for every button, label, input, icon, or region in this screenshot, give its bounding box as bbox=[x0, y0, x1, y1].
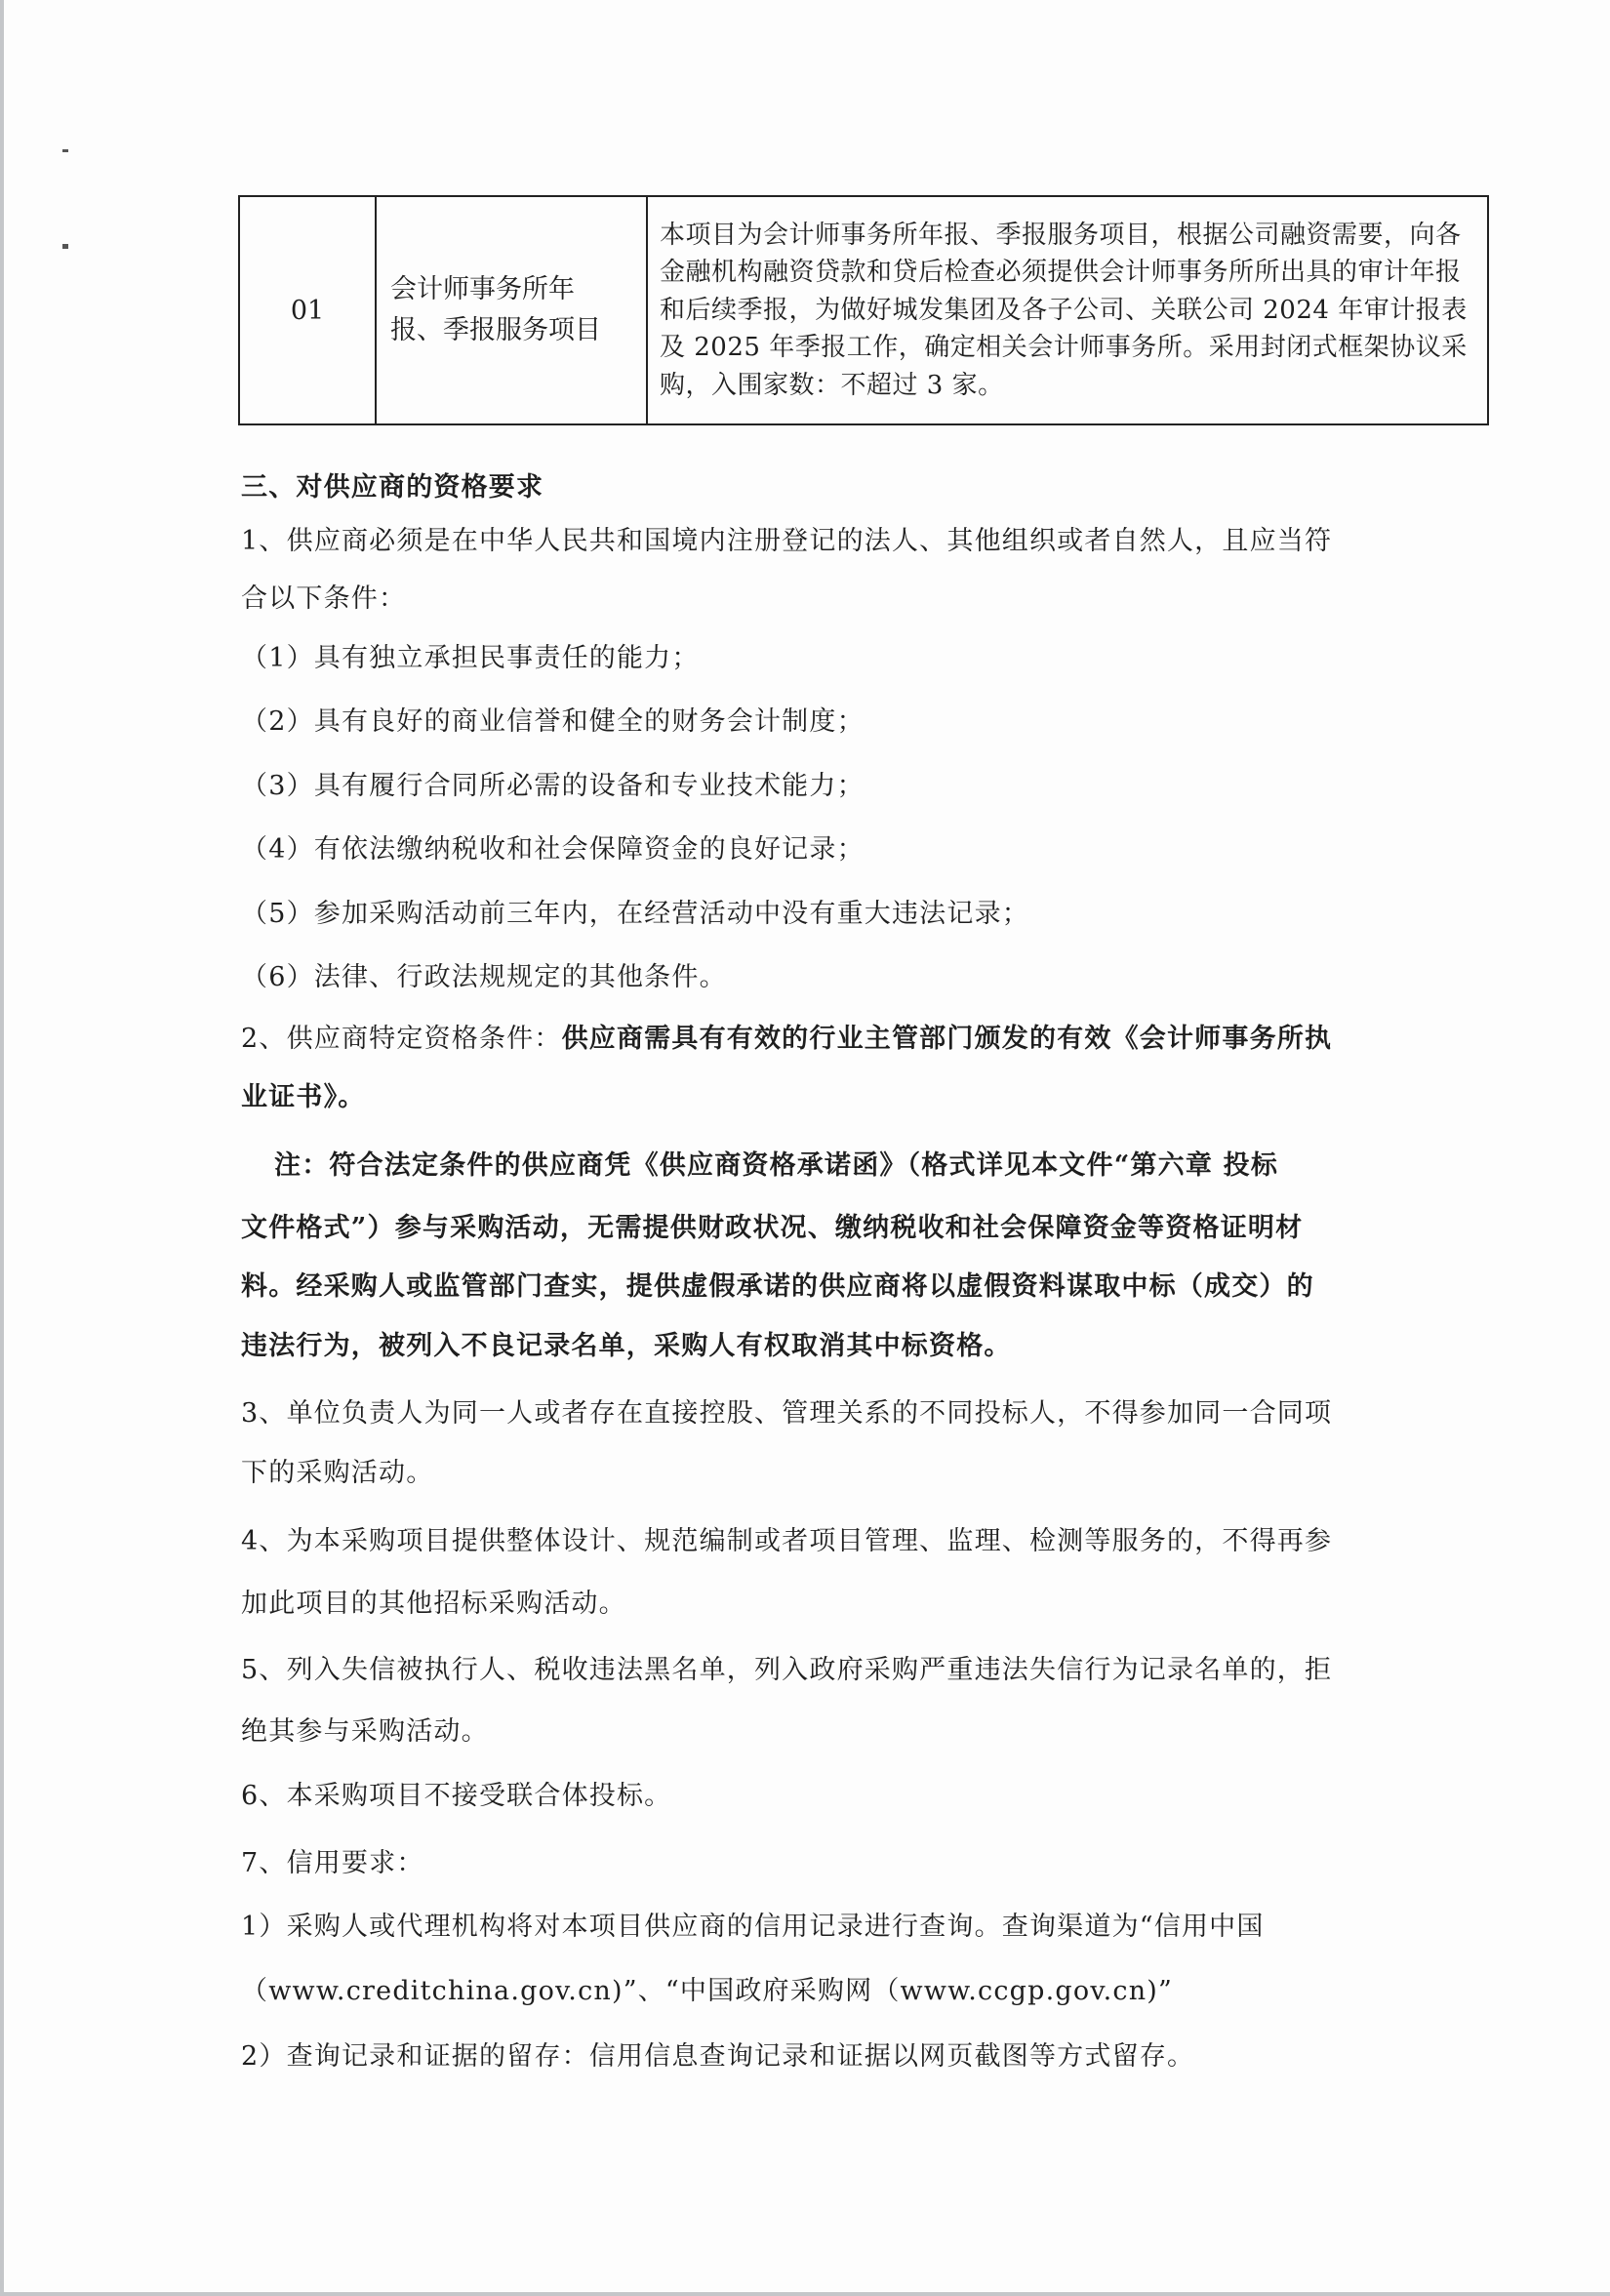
item7-sub1-line: 1）采购人或代理机构将对本项目供应商的信用记录进行查询。查询渠道为“信用中国 bbox=[241, 1912, 1265, 1942]
item4-line: 4、为本采购项目提供整体设计、规范编制或者项目管理、监理、检测等服务的，不得再参 bbox=[241, 1526, 1333, 1556]
note-line: 文件格式”）参与采购活动，无需提供财政状况、缴纳税收和社会保障资金等资格证明材 bbox=[241, 1213, 1304, 1243]
scan-edge-left bbox=[0, 0, 4, 2296]
item2-prefix: 2、供应商特定资格条件： bbox=[241, 1024, 562, 1054]
project-number-cell: 01 bbox=[239, 196, 376, 424]
item7-sub1-line: （www.creditchina.gov.cn)”、“中国政府采购网（www.ccgp.gov.cn)” bbox=[241, 1976, 1174, 2006]
item3-line: 下的采购活动。 bbox=[241, 1458, 434, 1488]
condition-item: （5）参加采购活动前三年内，在经营活动中没有重大违法记录； bbox=[241, 899, 1029, 929]
project-name-cell bbox=[376, 196, 647, 424]
condition-item: （1）具有独立承担民事责任的能力； bbox=[241, 643, 700, 673]
section-heading: 三、对供应商的资格要求 bbox=[241, 472, 544, 503]
condition-item: （3）具有履行合同所必需的设备和专业技术能力； bbox=[241, 771, 865, 801]
project-name-line: 报、季报服务项目 bbox=[390, 315, 601, 345]
item7-title: 7、信用要求： bbox=[241, 1848, 424, 1878]
condition-item: （6）法律、行政法规规定的其他条件。 bbox=[241, 962, 727, 992]
item3-line: 3、单位负责人为同一人或者存在直接控股、管理关系的不同投标人，不得参加同一合同项 bbox=[241, 1398, 1333, 1429]
item2-requirement: 供应商需具有有效的行业主管部门颁发的有效《会计师事务所执 bbox=[561, 1024, 1333, 1054]
item7-sub2-line: 2）查询记录和证据的留存：信用信息查询记录和证据以网页截图等方式留存。 bbox=[241, 2041, 1195, 2072]
binding-hole-mark bbox=[62, 149, 68, 152]
item6-line: 6、本采购项目不接受联合体投标。 bbox=[241, 1781, 672, 1811]
note-line: 违法行为，被列入不良记录名单，采购人有权取消其中标资格。 bbox=[241, 1331, 1012, 1361]
condition-item: （2）具有良好的商业信誉和健全的财务会计制度； bbox=[241, 706, 865, 737]
item5-line: 5、列入失信被执行人、税收违法黑名单，列入政府采购严重违法失信行为记录名单的，拒 bbox=[241, 1655, 1333, 1685]
scan-edge-bottom bbox=[0, 2292, 1610, 2296]
item5-line: 绝其参与采购活动。 bbox=[241, 1716, 489, 1747]
project-description-cell: 本项目为会计师事务所年报、季报服务项目，根据公司融资需要，向各金融机构融资贷款和贷后检查必须提供会计师事务所所出具的审计年报和后续季报，为做好城发集团及各子公司、关联公司 2024 年审计报表及 2025 年季报工作，确定相关会计师事务所。采用封闭式框架协议采购，入围家数：不超过 3 家。 bbox=[647, 196, 1488, 424]
note-line: 注：符合法定条件的供应商凭《供应商资格承诺函》（格式详见本文件“第六章 投标 bbox=[274, 1150, 1279, 1181]
item2-requirement-cont: 业证书》。 bbox=[241, 1082, 366, 1112]
item1-line: 1、供应商必须是在中华人民共和国境内注册登记的法人、其他组织或者自然人，且应当符 bbox=[241, 526, 1333, 556]
project-table bbox=[238, 195, 1489, 425]
project-name-line: 会计师事务所年 bbox=[390, 274, 575, 304]
note-line: 料。经采购人或监管部门查实，提供虚假承诺的供应商将以虚假资料谋取中标（成交）的 bbox=[241, 1271, 1314, 1302]
item2-line bbox=[241, 1023, 1332, 1056]
item4-line: 加此项目的其他招标采购活动。 bbox=[241, 1589, 626, 1619]
table-row bbox=[239, 196, 1488, 424]
binding-hole-mark bbox=[62, 244, 68, 249]
condition-item: （4）有依法缴纳税收和社会保障资金的良好记录； bbox=[241, 834, 865, 865]
item1-line: 合以下条件： bbox=[241, 584, 407, 614]
